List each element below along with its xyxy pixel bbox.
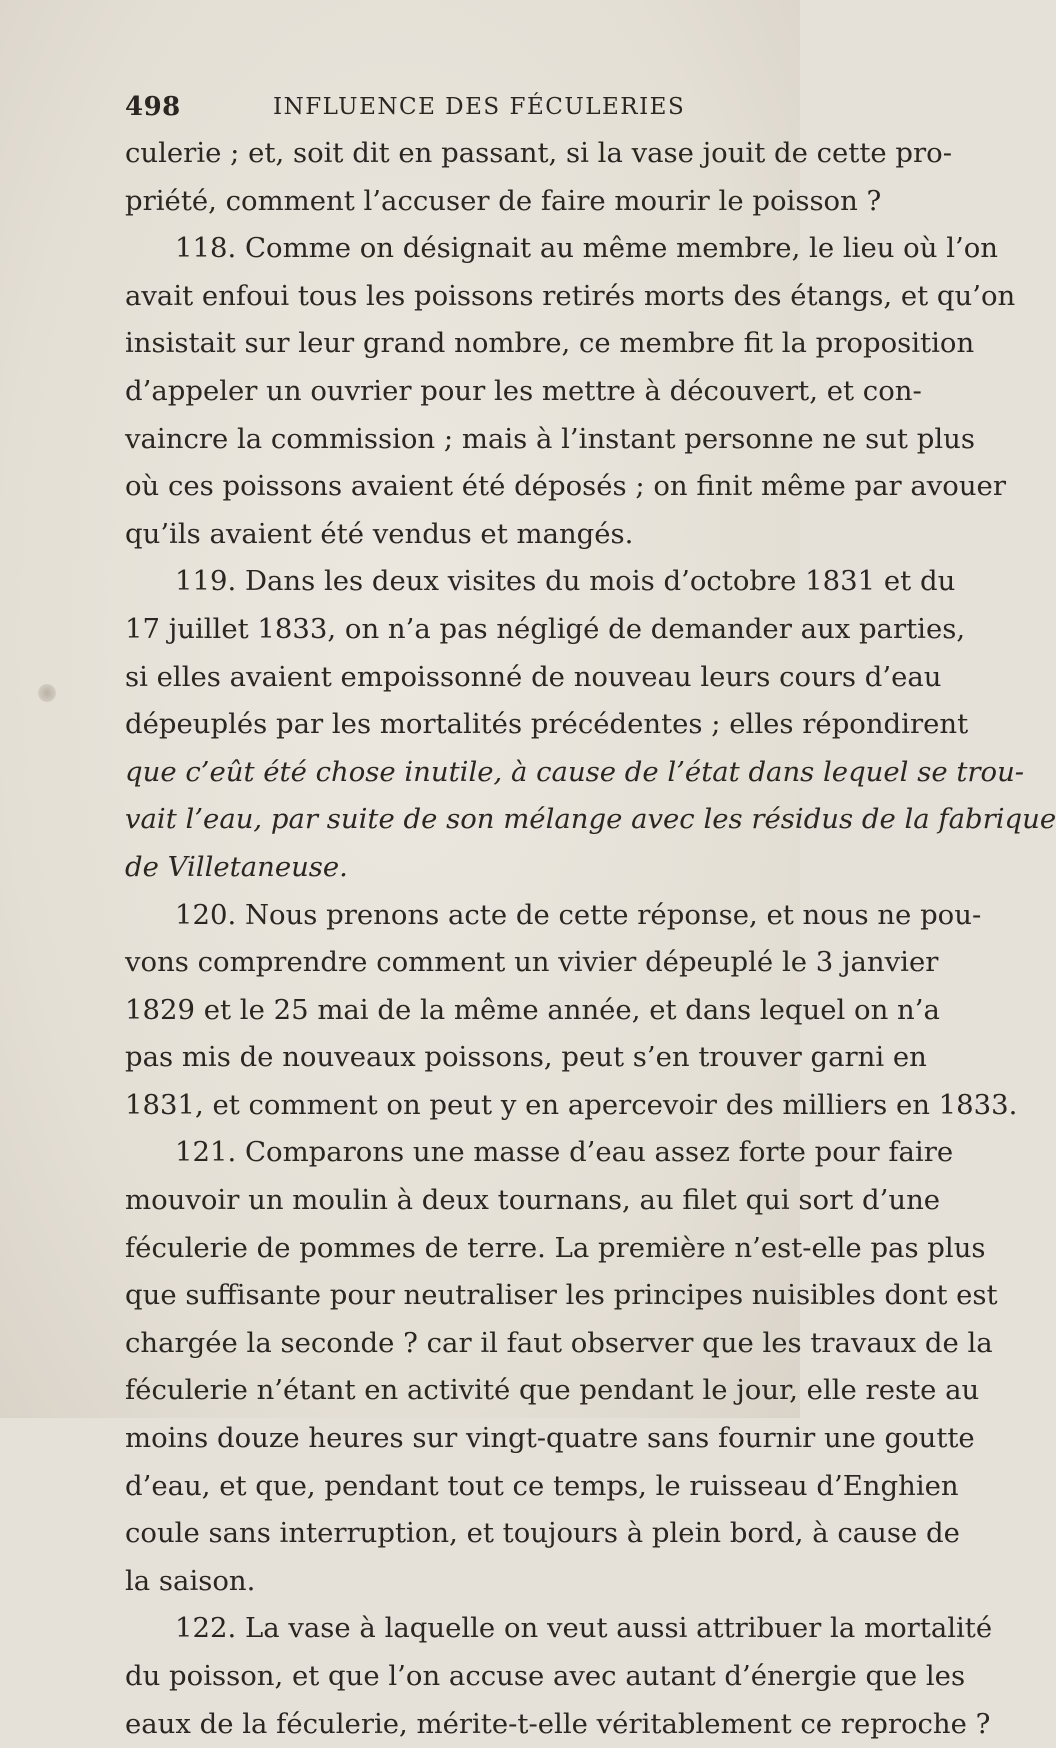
text-line: qu’ils avaient été vendus et mangés. [125,517,634,550]
text-line: avait enfoui tous les poissons retirés morts des étangs, et qu’on [125,279,1016,312]
page-number: 498 [125,92,181,122]
text-line: si elles avaient empoissonné de nouveau leurs cours d’eau [125,660,942,693]
text-line: chargée la seconde ? car il faut observer que les travaux de la [125,1326,993,1359]
body-text [125,130,1056,1748]
text-line: que suffisante pour neutraliser les principes nuisibles dont est [125,1279,998,1312]
text-line: féculerie n’étant en activité que pendant le jour, elle reste au [125,1374,980,1407]
text-line: insistait sur leur grand nombre, ce membre fit la proposition [125,327,975,360]
text-line: priété, comment l’accuser de faire mourir le poisson ? [125,184,882,217]
text-line: la saison. [125,1564,256,1597]
paragraph-120-start: 120. Nous prenons acte de cette réponse, et nous ne pou- [175,898,982,931]
text-line: du poisson, et que l’on accuse avec autant d’énergie que les [125,1660,966,1692]
text-line: d’eau, et que, pendant tout ce temps, le ruisseau d’Enghien [125,1469,959,1502]
text-line: où ces poissons avaient été déposés ; on finit même par avouer [125,470,1006,503]
text-line: mouvoir un moulin à deux tournans, au filet qui sort d’une [125,1184,941,1217]
page-header [125,92,790,126]
italic-text-line: vait l’eau, par suite de son mélange avec les résidus de la fabrique [125,803,1056,836]
paragraph-118-start: 118. Comme on désignait au même membre, le lieu où l’on [175,232,998,265]
text-line: coule sans interruption, et toujours à plein bord, à cause de [125,1517,960,1550]
text-line: féculerie de pommes de terre. La première n’est-elle pas plus [125,1231,986,1264]
text-line: vaincre la commission ; mais à l’instant personne ne sut plus [125,422,975,455]
text-line: vons comprendre comment un vivier dépeuplé le 3 janvier [125,946,939,979]
text-line: culerie ; et, soit dit en passant, si la vase jouit de cette pro- [125,137,953,169]
running-title: INFLUENCE DES FÉCULERIES [273,94,686,120]
text-line: pas mis de nouveaux poissons, peut s’en trouver garni en [125,1041,927,1074]
text-line: dépeuplés par les mortalités précédentes ; elles répondirent [125,708,969,741]
text-line: 1829 et le 25 mai de la même année, et dans lequel on n’a [125,993,940,1026]
text-line: 1831, et comment on peut y en apercevoir des milliers en 1833. [125,1088,1018,1121]
paragraph-121-start: 121. Comparons une masse d’eau assez forte pour faire [175,1136,954,1169]
text-line: eaux de la féculerie, mérite-t-elle véritablement ce reproche ? [125,1707,991,1740]
text-line: 17 juillet 1833, on n’a pas négligé de demander aux parties, [125,612,966,645]
paragraph-122-start: 122. La vase à laquelle on veut aussi attribuer la mortalité [175,1612,993,1645]
text-line: moins douze heures sur vingt-quatre sans fournir une goutte [125,1422,975,1455]
ink-stain [38,684,56,702]
italic-text-line: que c’eût été chose inutile, à cause de l’état dans lequel se trou- [125,755,1025,788]
italic-text-line: de Villetaneuse. [125,850,348,883]
text-line: d’appeler un ouvrier pour les mettre à découvert, et con- [125,374,922,407]
paragraph-119-start: 119. Dans les deux visites du mois d’octobre 1831 et du [175,565,956,598]
